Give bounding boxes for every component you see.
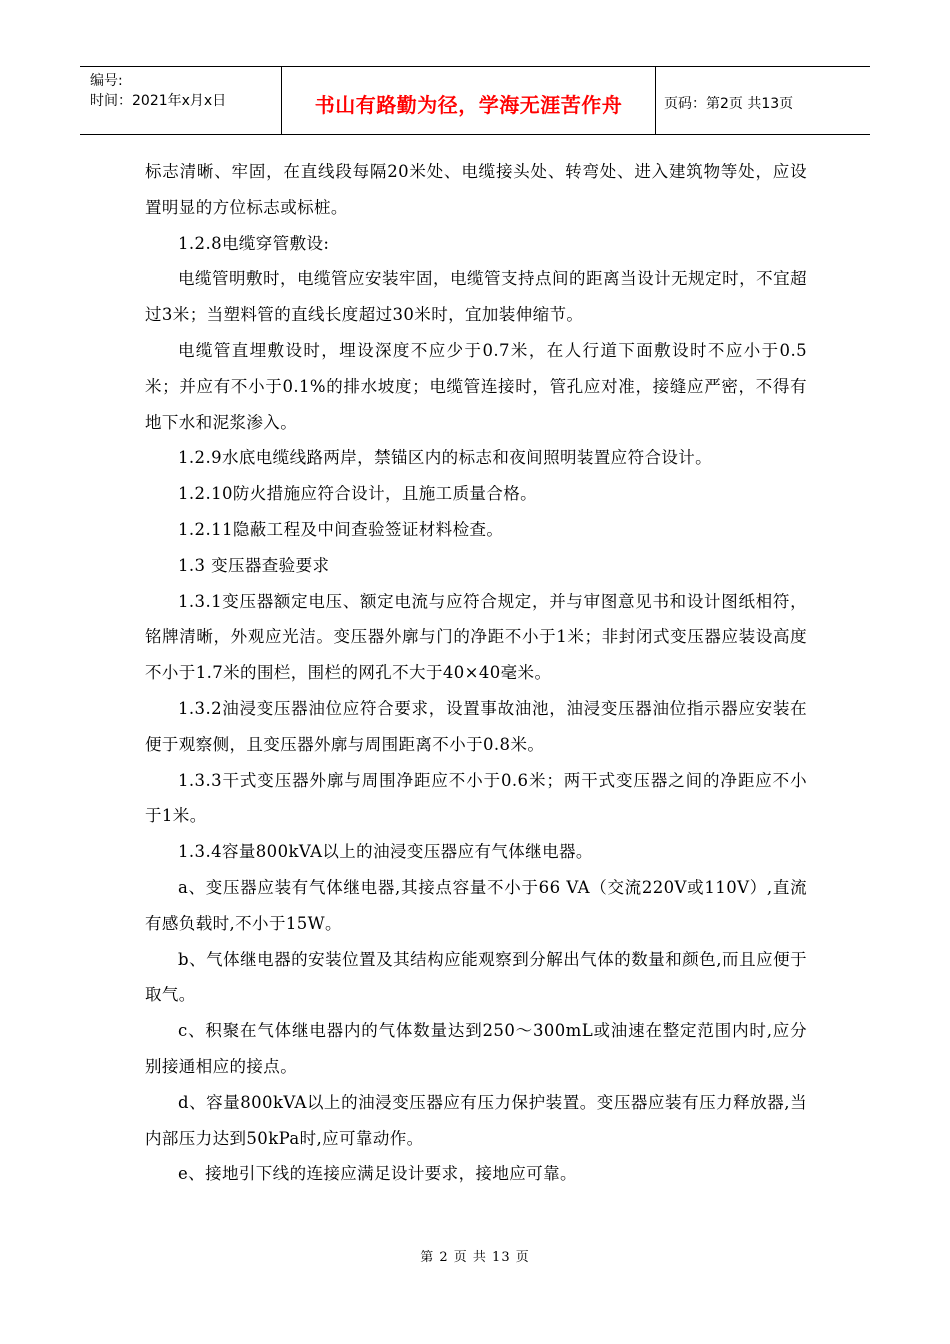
paragraph: e、接地引下线的连接应满足设计要求，接地应可靠。: [178, 1164, 577, 1184]
header-slogan: 书山有路勤为径，学海无涯苦作舟: [282, 67, 656, 134]
paragraph: 1.3.4容量800kVA以上的油浸变压器应有气体继电器。: [178, 842, 593, 862]
paragraph: 1.2.9水底电缆线路两岸，禁锚区内的标志和夜间照明装置应符合设计。: [178, 448, 713, 468]
paragraph: c、积聚在气体继电器内的气体数量达到250～300mL或油速在整定范围内时,应分别接通相应的接点。: [145, 1021, 807, 1076]
paragraph: 1.3.1变压器额定电压、额定电流与应符合规定，并与审图意见书和设计图纸相符，铭牌清晰，外观应光洁。变压器外廓与门的净距不小于1米；非封闭式变压器应装设高度不小于1.7米的围栏，围栏的网孔不大于40×40毫米。: [145, 591, 807, 683]
paragraph: 电缆管明敷时，电缆管应安装牢固，电缆管支持点间的距离当设计无规定时，不宜超过3米；当塑料管的直线长度超过30米时，宜加装伸缩节。: [145, 269, 807, 325]
header-page-info: 页码：第2页 共13页: [664, 95, 794, 112]
paragraph: 1.2.10防火措施应符合设计，且施工质量合格。: [178, 484, 538, 504]
page-footer: 第 2 页 共 13 页: [420, 1250, 530, 1265]
section-heading: 1.3 变压器查验要求: [178, 555, 330, 575]
paragraph: 1.2.11隐蔽工程及中间查验签证材料检查。: [178, 519, 504, 539]
paragraph: a、变压器应装有气体继电器,其接点容量不小于66 VA（交流220V或110V）,直流有感负载时,不小于15W。: [145, 877, 807, 933]
header-meta: [80, 67, 282, 134]
document-body: [145, 154, 807, 1192]
document-number-label: 编号:: [90, 73, 123, 89]
page-header: [80, 66, 870, 135]
paragraph: 1.3.2油浸变压器油位应符合要求，设置事故油池，油浸变压器油位指示器应安装在便于观察侧，且变压器外廓与周围距离不小于0.8米。: [145, 698, 807, 754]
paragraph: 标志清晰、牢固，在直线段每隔20米处、电缆接头处、转弯处、进入建筑物等处，应设置明显的方位标志或标桩。: [145, 162, 807, 217]
paragraph: b、气体继电器的安装位置及其结构应能观察到分解出气体的数量和颜色,而且应便于取气。: [145, 949, 807, 1005]
paragraph: 电缆管直埋敷设时，埋设深度不应少于0.7米，在人行道下面敷设时不应小于0.5米；并应有不小于0.1%的排水坡度；电缆管连接时，管孔应对准，接缝应严密，不得有地下水和泥浆渗入。: [145, 340, 807, 432]
paragraph: 1.2.8电缆穿管敷设:: [178, 233, 330, 253]
paragraph: 1.3.3干式变压器外廓与周围净距应不小于0.6米；两干式变压器之间的净距应不小于1米。: [145, 770, 807, 826]
document-date: 时间：2021年x月x日: [90, 93, 227, 109]
paragraph: d、容量800kVA以上的油浸变压器应有压力保护装置。变压器应装有压力释放器,当内部压力达到50kPa时,应可靠动作。: [145, 1092, 807, 1148]
